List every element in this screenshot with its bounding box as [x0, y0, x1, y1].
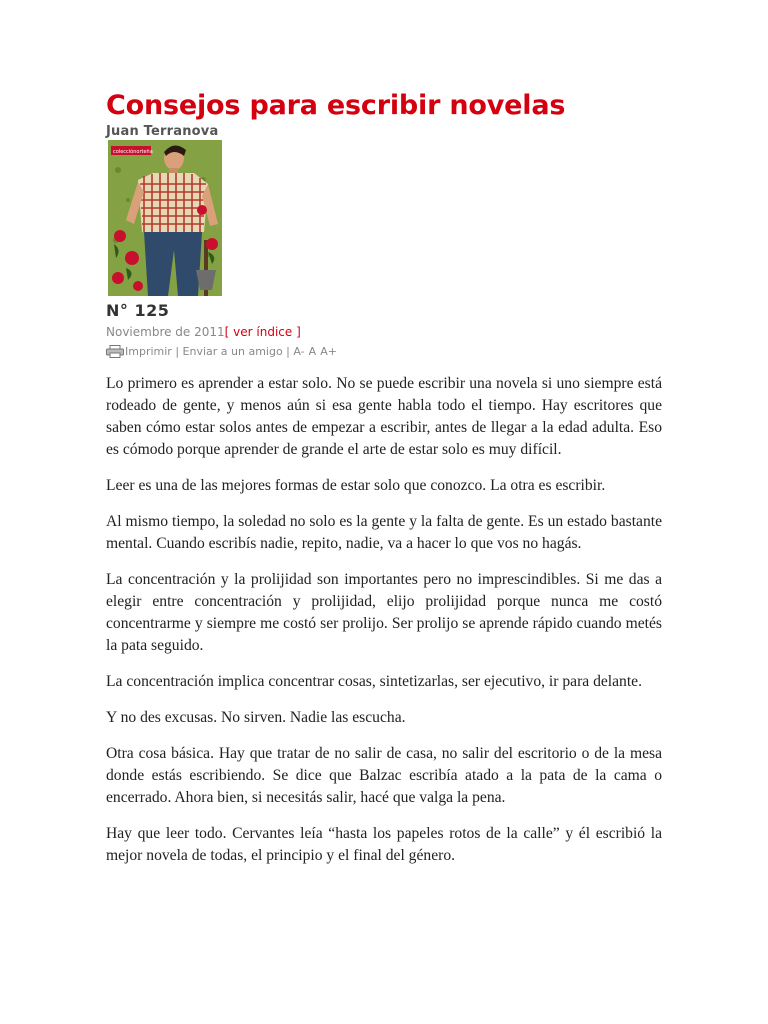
- tools-separator: |: [282, 345, 294, 358]
- article-title: Consejos para escribir novelas: [106, 90, 566, 121]
- article-tools: [106, 345, 337, 358]
- article-body: [106, 373, 662, 881]
- send-to-friend-link[interactable]: Enviar a un amigo: [182, 345, 283, 358]
- cover-illustration: [108, 140, 222, 296]
- article-author[interactable]: Juan Terranova: [106, 124, 219, 139]
- paragraph: Leer es una de las mejores formas de estar solo que conozco. La otra es escribir.: [106, 477, 606, 494]
- paragraph: Otra cosa básica. Hay que tratar de no salir de casa, no salir del escritorio o de la mesa donde estás escribiendo. Se dice que Balzac escribía atado a la pata de la cama o encerrado. Ahora bien, si necesitás salir, hacé que valga la pena.: [106, 745, 662, 806]
- tools-separator: |: [171, 345, 183, 358]
- view-index-link[interactable]: [ ver índice ]: [224, 325, 301, 339]
- cover-image[interactable]: [108, 140, 222, 296]
- paragraph: La concentración y la prolijidad son importantes pero no imprescindibles. Si me das a elegir entre concentración y prolijidad, elijo prolijidad porque nunca me costó concentrarme y siempre me costó ser prolijo. Ser prolijo se aprende rápido cuando metés la pata seguido.: [106, 571, 662, 654]
- font-normal-button[interactable]: A: [308, 345, 317, 358]
- print-link[interactable]: Imprimir: [125, 345, 172, 358]
- font-increase-button[interactable]: A+: [320, 345, 337, 358]
- cover-label: colecciónorteña: [113, 149, 153, 155]
- paragraph: Hay que leer todo. Cervantes leía “hasta los papeles rotos de la calle” y él escribió la mejor novela de todas, el principio y el final del género.: [106, 825, 662, 864]
- date-line: [106, 325, 301, 339]
- publication-date: Noviembre de 2011: [106, 325, 225, 339]
- paragraph: La concentración implica concentrar cosas, sintetizarlas, ser ejecutivo, ir para delante.: [106, 673, 642, 690]
- printer-icon[interactable]: [106, 345, 124, 358]
- font-decrease-button[interactable]: A-: [293, 345, 305, 358]
- issue-number: N° 125: [106, 301, 170, 320]
- paragraph: Y no des excusas. No sirven. Nadie las escucha.: [106, 709, 406, 726]
- paragraph: Al mismo tiempo, la soledad no solo es la gente y la falta de gente. Es un estado bastante mental. Cuando escribís nadie, repito, nadie, va a hacer lo que vos no hagás.: [106, 513, 662, 552]
- paragraph: Lo primero es aprender a estar solo. No se puede escribir una novela si uno siempre está rodeado de gente, y menos aún si esa gente habla todo el tiempo. Hay escritores que saben cómo estar solos antes de empezar a escribir, antes de llegar a la edad adulta. Eso es cómodo porque aprender de grande el arte de estar solo es muy difícil.: [106, 375, 662, 458]
